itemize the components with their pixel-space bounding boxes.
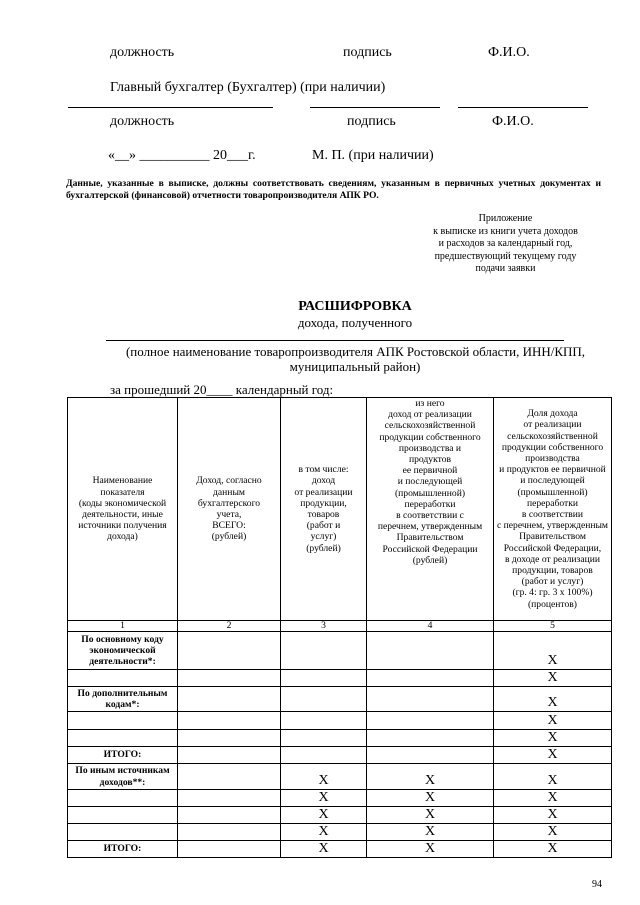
x-mark: Х (494, 764, 612, 790)
column-number: 1 (68, 621, 178, 632)
table-row (68, 764, 612, 790)
table-row (68, 747, 612, 764)
x-mark: Х (494, 807, 612, 824)
row-label-total: ИТОГО: (68, 747, 178, 764)
table-row (68, 807, 612, 824)
cell-input[interactable] (367, 712, 494, 730)
stamp-caption: М. П. (при наличии) (312, 148, 434, 163)
cell-input[interactable] (178, 712, 281, 730)
cell-input[interactable] (68, 730, 178, 747)
cell-input[interactable] (281, 712, 367, 730)
name-underline-2 (458, 107, 588, 108)
cell-input[interactable] (68, 824, 178, 841)
cell-input[interactable] (178, 807, 281, 824)
x-mark: Х (494, 670, 612, 687)
column-number: 5 (494, 621, 612, 632)
cell-input[interactable] (68, 670, 178, 687)
appendix-line: и расходов за календарный год, (438, 238, 573, 249)
cell-input[interactable] (178, 764, 281, 790)
cell-input[interactable] (281, 687, 367, 712)
x-mark: Х (494, 687, 612, 712)
header-agri-income: из него доход от реализации сельскохозяйственной продукции собственного производства и продуктов ее первичной и последующей (промышленной) переработки в соответствии с перечнем, утвержденным Правительством Российской Федерации (рублей) (367, 398, 494, 621)
cell-input[interactable] (281, 632, 367, 670)
cell-input[interactable] (178, 790, 281, 807)
name-caption-2: Ф.И.О. (492, 114, 534, 129)
x-mark: Х (494, 841, 612, 858)
appendix-line: Приложение (478, 213, 533, 224)
header-total-income: Доход, согласно данным бухгалтерского учета, ВСЕГО: (рублей) (178, 398, 281, 621)
chief-accountant-label: Главный бухгалтер (Бухгалтер) (при наличии) (110, 80, 386, 95)
cell-input[interactable] (178, 841, 281, 858)
signature-caption-2: подпись (347, 114, 396, 129)
position-caption-2: должность (110, 114, 175, 129)
cell-input[interactable] (367, 632, 494, 670)
cell-input[interactable] (68, 790, 178, 807)
appendix-block (418, 213, 593, 276)
appendix-line: к выписке из книги учета доходов (433, 225, 578, 237)
x-mark: Х (281, 790, 367, 807)
table-header-row (68, 398, 612, 621)
cell-input[interactable] (281, 747, 367, 764)
cell-input[interactable] (178, 747, 281, 764)
table-row (68, 841, 612, 858)
table-row (68, 790, 612, 807)
x-mark: Х (281, 807, 367, 824)
page-number: 94 (592, 879, 602, 890)
x-mark: Х (367, 824, 494, 841)
x-mark: Х (494, 747, 612, 764)
x-mark: Х (281, 824, 367, 841)
date-line: «__» __________ 20___г. (108, 148, 256, 163)
position-underline-2 (68, 107, 273, 108)
cell-input[interactable] (367, 747, 494, 764)
owner-name-underline (106, 340, 564, 341)
column-number: 4 (367, 621, 494, 632)
table-row (68, 687, 612, 712)
header-sales-income: в том числе: доход от реализации продукции, товаров (работ и услуг) (рублей) (281, 398, 367, 621)
data-accuracy-note: Данные, указанные в выписке, должны соответствовать сведениям, указанным в первичных учетных документах и бухгалтерской (финансовой) отчетности товаропроизводителя АПК РО. (66, 178, 601, 201)
period-line: за прошедший 20____ календарный год: (110, 382, 334, 397)
signature-caption-1: подпись (343, 45, 392, 60)
column-number: 3 (281, 621, 367, 632)
x-mark: Х (494, 730, 612, 747)
x-mark: Х (367, 841, 494, 858)
signature-underline-2 (310, 107, 440, 108)
x-mark: Х (367, 790, 494, 807)
x-mark: Х (367, 764, 494, 790)
cell-input[interactable] (367, 687, 494, 712)
cell-input[interactable] (68, 712, 178, 730)
header-indicator-name: Наименование показателя (коды экономической деятельности, иные источники получения дохода) (68, 398, 178, 621)
cell-input[interactable] (281, 730, 367, 747)
table-row (68, 712, 612, 730)
row-label-main-code: По основному коду экономической деятельности*: (68, 632, 178, 670)
cell-input[interactable] (178, 632, 281, 670)
cell-input[interactable] (68, 807, 178, 824)
x-mark: Х (281, 764, 367, 790)
header-agri-share: Доля дохода от реализации сельскохозяйственной продукции собственного производства и продуктов ее первичной и последующей (промышленной) переработки в соответствии с перечнем, утвержденным Правительством Российской Федерации, в доходе от реализации продукции, товаров (работ и услуг) (гр. 4: гр. 3 х 100%) (процентов) (494, 398, 612, 621)
table-row (68, 730, 612, 747)
name-caption-1: Ф.И.О. (488, 45, 530, 60)
cell-input[interactable] (367, 670, 494, 687)
cell-input[interactable] (281, 670, 367, 687)
owner-hint-line-1: (полное наименование товаропроизводителя АПК Ростовской области, ИНН/КПП, (125, 344, 586, 359)
table-row (68, 670, 612, 687)
position-caption-1: должность (110, 45, 175, 60)
appendix-line: предшествующий текущему году (434, 250, 577, 262)
cell-input[interactable] (178, 730, 281, 747)
document-title: РАСШИФРОВКА (298, 299, 412, 314)
cell-input[interactable] (178, 670, 281, 687)
table-row (68, 632, 612, 670)
x-mark: Х (367, 807, 494, 824)
appendix-line: подачи заявки (475, 263, 536, 274)
x-mark: Х (494, 790, 612, 807)
row-label-other-sources: По иным источникам доходов**: (68, 764, 178, 790)
row-label-total: ИТОГО: (68, 841, 178, 858)
cell-input[interactable] (367, 730, 494, 747)
cell-input[interactable] (178, 824, 281, 841)
x-mark: Х (494, 824, 612, 841)
column-numbers-row (68, 621, 612, 632)
x-mark: Х (281, 841, 367, 858)
row-label-additional-codes: По дополнительным кодам*: (68, 687, 178, 712)
x-mark: Х (494, 632, 612, 670)
cell-input[interactable] (178, 687, 281, 712)
x-mark: Х (494, 712, 612, 730)
income-breakdown-table (67, 397, 612, 858)
owner-hint-line-2: муниципальный район) (289, 359, 421, 374)
table-row (68, 824, 612, 841)
document-subtitle: дохода, полученного (297, 315, 413, 330)
column-number: 2 (178, 621, 281, 632)
